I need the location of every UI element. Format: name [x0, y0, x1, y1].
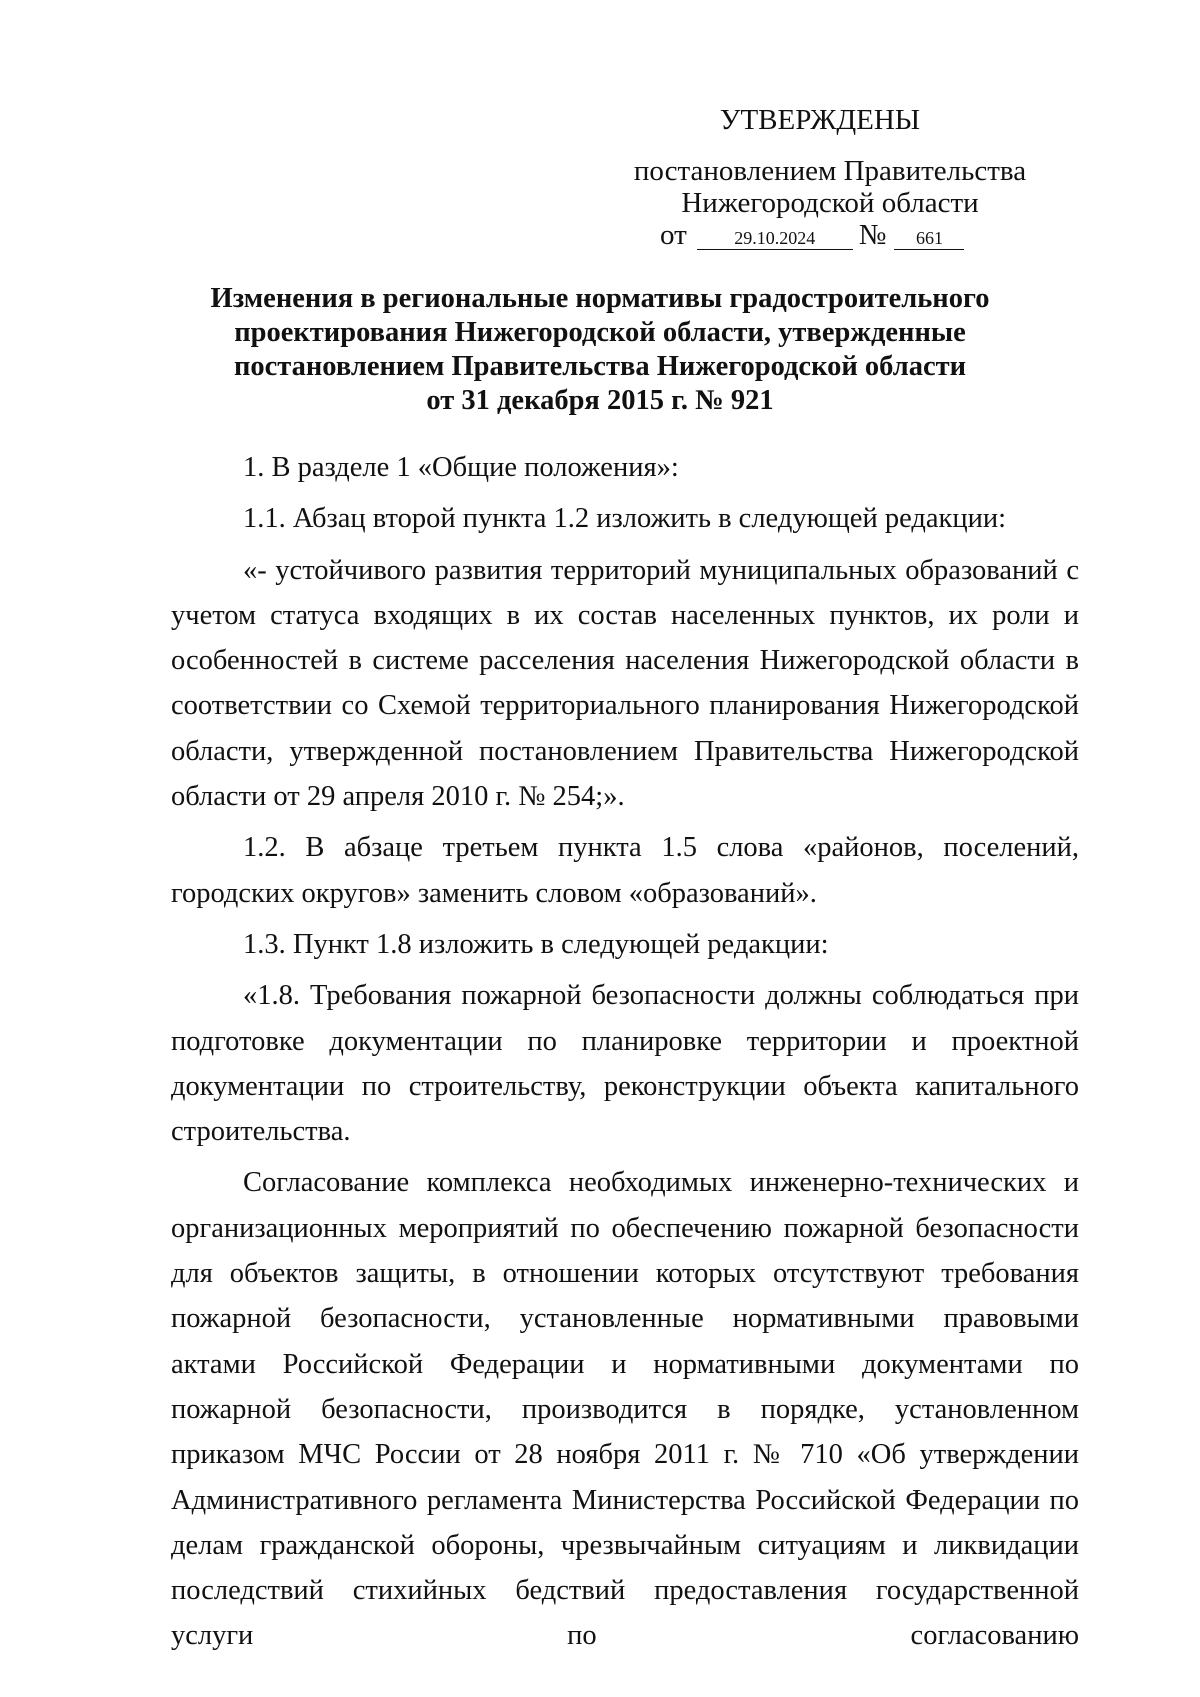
approval-date: 29.10.2024: [697, 227, 853, 250]
paragraph-1-1-quote: «- устойчивого развития территорий муниципальных образований с учетом статуса входящих в их состав населенных пунктов, их роли и особенностей в системе расселения населения Нижегородской области в соответствии со Схемой территориального планирования Нижегородской области, утвержденной постановлением Правительства Нижегородской области от 29 апреля 2010 г. № 254;».: [171, 554, 1079, 813]
approval-date-line: [660, 219, 1060, 252]
title-line-3: постановлением Правительства Нижегородской области: [233, 351, 967, 382]
document-body: [171, 439, 1079, 1659]
number-sign: №: [858, 219, 887, 251]
approval-line-2: Нижегородской области: [681, 187, 979, 219]
date-prefix: от: [660, 219, 687, 251]
title-line-4: от 31 декабря 2015 г. № 921: [426, 385, 774, 416]
paragraph-1-1: 1.1. Абзац второй пункта 1.2 изложить в следующей редакции:: [243, 503, 1007, 535]
document-title: [170, 282, 1030, 418]
paragraph-1-3: 1.3. Пункт 1.8 изложить в следующей редакции:: [243, 928, 829, 960]
approval-line-1: постановлением Правительства: [633, 155, 1027, 187]
paragraph-fire-safety: Согласование комплекса необходимых инженерно-технических и организационных мероприятий по обеспечению пожарной безопасности для объектов защиты, в отношении которых отсутствуют требования пожарной безопасности, установленные нормативными правовыми актами Российской Федерации и нормативными документами по пожарной безопасности, производится в порядке, установленном приказом МЧС России от 28 ноября 2011 г. № 710 «Об утверждении Административного регламента Министерства Российской Федерации по делам гражданской обороны, чрезвычайным ситуациям и ликвидации последствий стихийных бедствий предоставления государственной услуги по согласованию: [171, 1167, 1079, 1652]
title-line-1: Изменения в региональные нормативы градостроительного: [210, 283, 990, 314]
approval-number: 661: [894, 227, 964, 250]
paragraph-1-2: 1.2. В абзаце третьем пункта 1.5 слова «районов, поселений, городских округов» заменить словом «образований».: [171, 832, 1079, 909]
paragraph-section-1: 1. В разделе 1 «Общие положения»:: [243, 452, 679, 483]
approval-heading: УТВЕРЖДЕНЫ: [719, 104, 921, 136]
title-line-2: проектирования Нижегородской области, утвержденные: [234, 317, 966, 348]
paragraph-1-8-quote: «1.8. Требования пожарной безопасности должны соблюдаться при подготовке документации по планировке территории и проектной документации по строительству, реконструкции объекта капитального строительства.: [171, 980, 1079, 1148]
